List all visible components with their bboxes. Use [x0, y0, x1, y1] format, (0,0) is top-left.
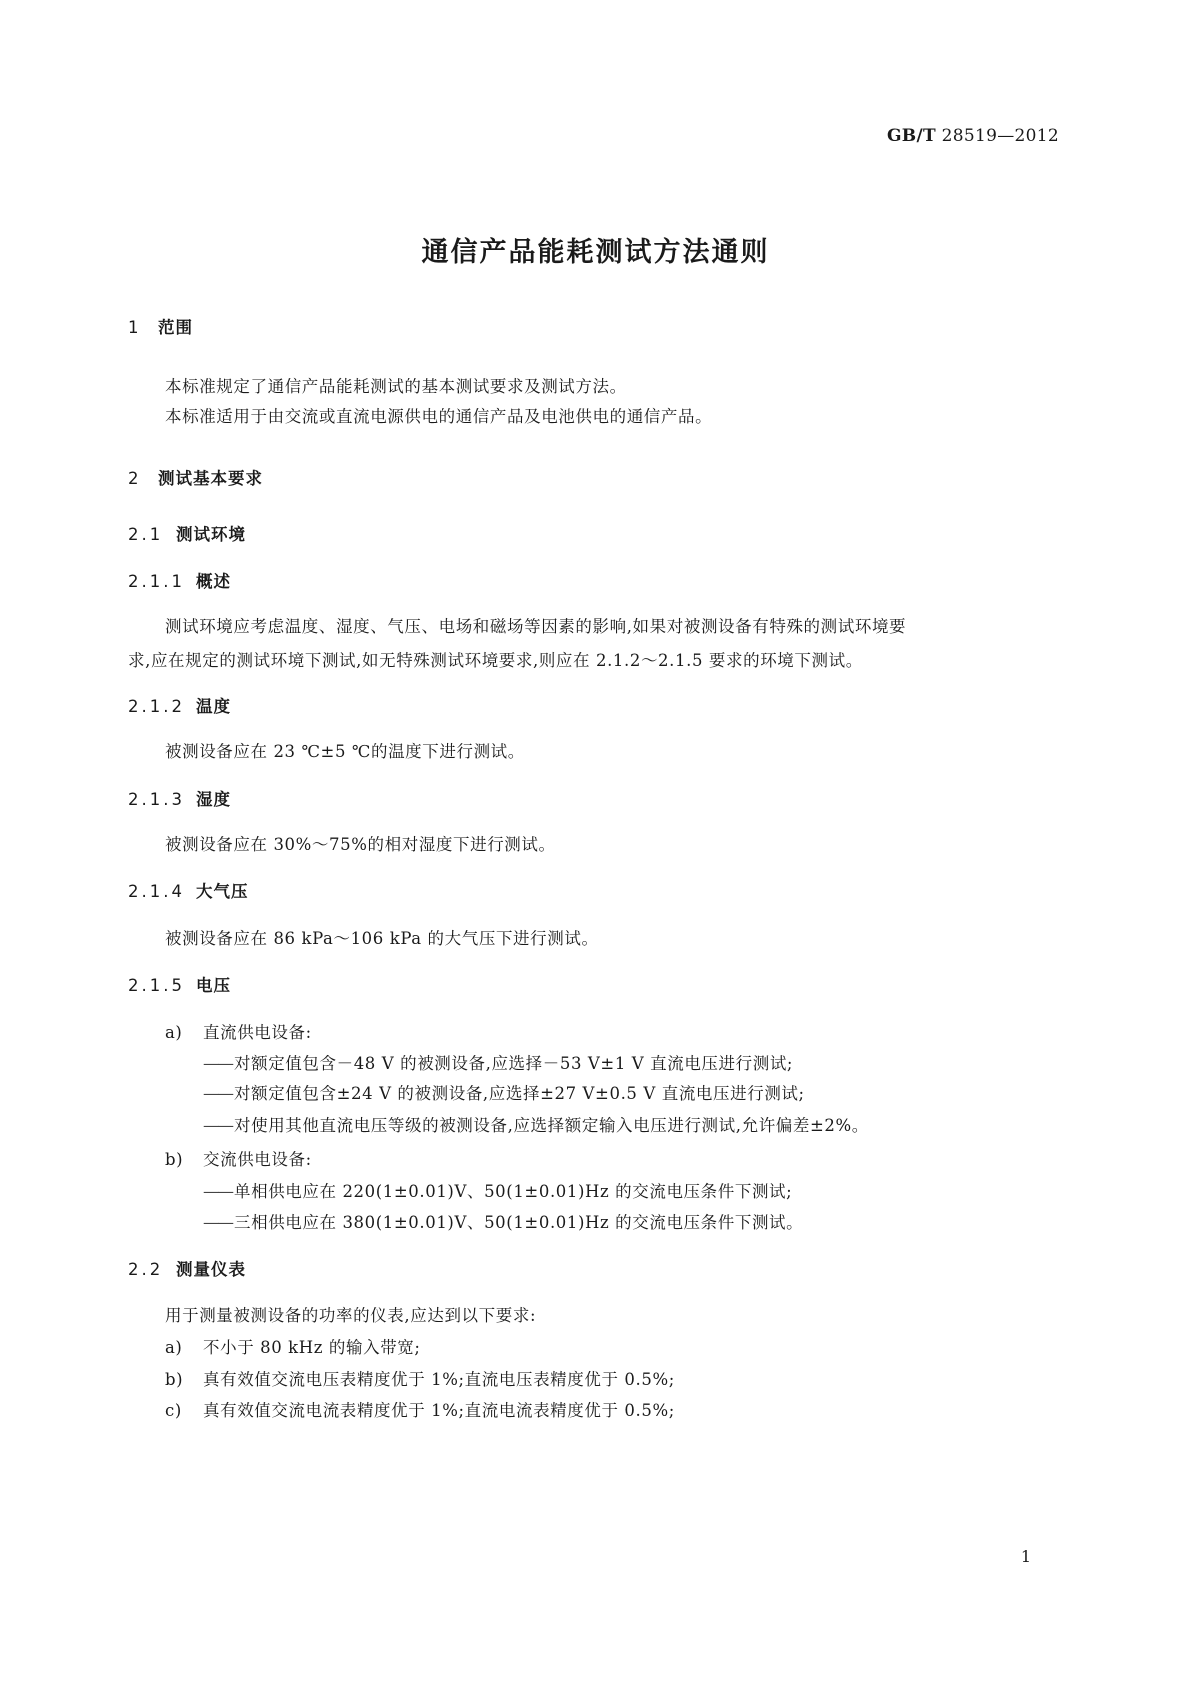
dash-item — [203, 1209, 803, 1233]
list-text: 真有效值交流电压表精度优于 1%;直流电压表精度优于 0.5%; — [203, 1370, 675, 1389]
section-number: 2 — [128, 469, 142, 488]
list-text: 真有效值交流电流表精度优于 1%;直流电流表精度优于 0.5%; — [203, 1401, 675, 1420]
section-title: 电压 — [196, 976, 231, 995]
list-label: b) — [165, 1370, 184, 1389]
section-number: 2.1.3 — [128, 790, 185, 809]
section-2-1-3-heading — [128, 786, 231, 810]
section-title: 范围 — [158, 318, 193, 337]
section-number: 2.2 — [128, 1260, 164, 1279]
list-item-a — [165, 1019, 312, 1043]
list-text: 不小于 80 kHz 的输入带宽; — [203, 1338, 421, 1357]
dash-item — [203, 1080, 805, 1104]
paragraph: 被测设备应在 23 ℃±5 ℃的温度下进行测试。 — [165, 742, 525, 761]
section-2-2-heading — [128, 1256, 246, 1280]
section-title: 温度 — [196, 697, 231, 716]
dash-text: 三相供电应在 380(1±0.01)V、50(1±0.01)Hz 的交流电压条件下测试。 — [234, 1213, 804, 1232]
section-2-heading — [128, 465, 263, 489]
dash-marker: —— — [203, 1182, 232, 1201]
standard-code-number: 28519—2012 — [941, 126, 1059, 146]
dash-text: 单相供电应在 220(1±0.01)V、50(1±0.01)Hz 的交流电压条件下测试; — [234, 1182, 793, 1201]
section-number: 2.1.1 — [128, 572, 185, 591]
dash-marker: —— — [203, 1213, 232, 1232]
paragraph-continued: 求,应在规定的测试环境下测试,如无特殊测试环境要求,则应在 2.1.2～2.1.5 要求的环境下测试。 — [128, 651, 863, 670]
section-number: 2.1 — [128, 525, 164, 544]
paragraph: 被测设备应在 30%～75%的相对湿度下进行测试。 — [165, 835, 556, 854]
section-number: 2.1.2 — [128, 697, 185, 716]
section-2-1-5-heading — [128, 972, 231, 996]
paragraph: 本标准适用于由交流或直流电源供电的通信产品及电池供电的通信产品。 — [165, 407, 713, 426]
section-number: 2.1.5 — [128, 976, 185, 995]
section-2-1-4-heading — [128, 878, 249, 902]
section-title: 测试环境 — [176, 525, 246, 544]
dash-item — [203, 1050, 793, 1074]
dash-marker: —— — [203, 1116, 232, 1135]
paragraph: 本标准规定了通信产品能耗测试的基本测试要求及测试方法。 — [165, 377, 627, 396]
dash-marker: —— — [203, 1084, 232, 1103]
list-text: 交流供电设备: — [203, 1150, 312, 1169]
dash-item — [203, 1112, 869, 1136]
section-1-heading — [128, 314, 193, 338]
dash-item — [203, 1178, 792, 1202]
dash-text: 对使用其他直流电压等级的被测设备,应选择额定输入电压进行测试,允许偏差±2%。 — [234, 1116, 869, 1135]
section-title: 概述 — [196, 572, 231, 591]
list-label: c) — [165, 1401, 182, 1420]
standard-code-prefix: GB/T — [886, 126, 936, 146]
page-number: 1 — [1020, 1547, 1031, 1566]
paragraph: 测试环境应考虑温度、湿度、气压、电场和磁场等因素的影响,如果对被测设备有特殊的测试环境要 — [165, 617, 907, 636]
dash-text: 对额定值包含±24 V 的被测设备,应选择±27 V±0.5 V 直流电压进行测试; — [234, 1084, 805, 1103]
dash-marker: —— — [203, 1054, 232, 1073]
list-item-a — [165, 1334, 421, 1358]
list-text: 直流供电设备: — [203, 1023, 312, 1042]
section-title: 大气压 — [196, 882, 249, 901]
document-title: 通信产品能耗测试方法通则 — [421, 237, 770, 268]
list-label: b) — [165, 1150, 184, 1169]
section-number: 2.1.4 — [128, 882, 185, 901]
paragraph: 用于测量被测设备的功率的仪表,应达到以下要求: — [165, 1306, 537, 1325]
list-item-b — [165, 1146, 312, 1170]
section-2-1-1-heading — [128, 568, 231, 592]
section-number: 1 — [128, 318, 142, 337]
section-2-1-2-heading — [128, 693, 231, 717]
list-label: a) — [165, 1338, 183, 1357]
section-title: 测量仪表 — [176, 1260, 246, 1279]
section-title: 测试基本要求 — [158, 469, 263, 488]
section-2-1-heading — [128, 521, 246, 545]
dash-text: 对额定值包含－48 V 的被测设备,应选择－53 V±1 V 直流电压进行测试; — [234, 1054, 794, 1073]
section-title: 湿度 — [196, 790, 231, 809]
paragraph: 被测设备应在 86 kPa～106 kPa 的大气压下进行测试。 — [165, 929, 599, 948]
list-item-b — [165, 1366, 675, 1390]
list-item-c — [165, 1397, 675, 1421]
list-label: a) — [165, 1023, 183, 1042]
standard-code — [887, 126, 1059, 146]
